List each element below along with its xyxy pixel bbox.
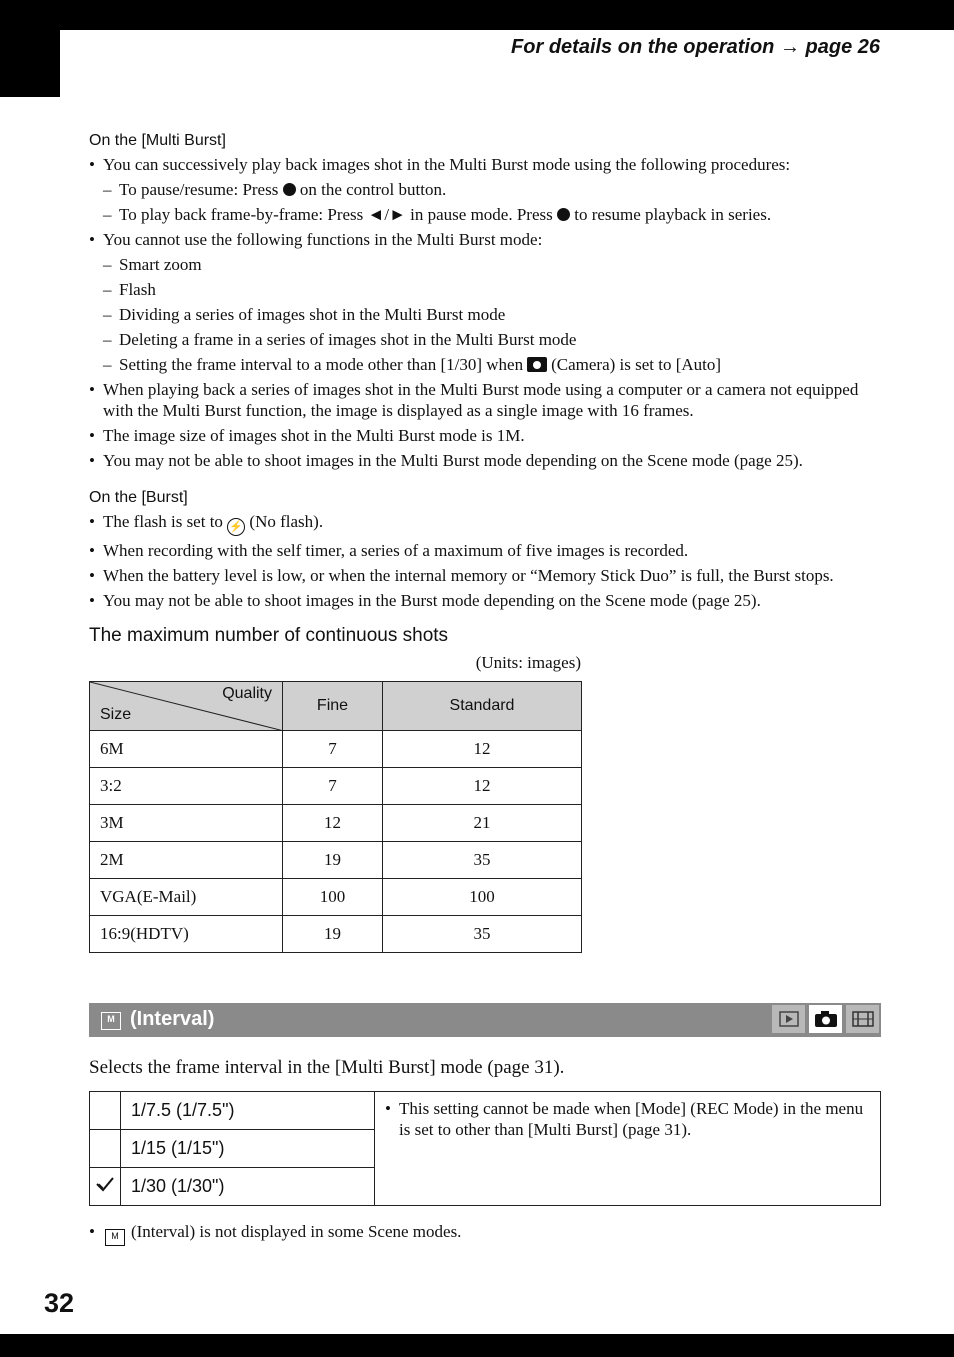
interval-icon: M xyxy=(105,1229,125,1246)
table-row xyxy=(90,1092,881,1130)
burst-list xyxy=(89,511,881,611)
header-page-reference: For details on the operation → page 26 xyxy=(511,36,880,58)
units-label: (Units: images) xyxy=(475,653,581,672)
list-item: – Deleting a frame in a series of images shot in the Multi Burst mode xyxy=(103,329,881,350)
interval-options-table xyxy=(89,1091,881,1206)
multi-burst-heading: On the [Multi Burst] xyxy=(89,132,226,149)
interval-footnote: • M (Interval) is not displayed in some Scene modes. xyxy=(89,1222,881,1246)
list-item: – Flash xyxy=(103,279,881,300)
page-content xyxy=(89,132,881,1246)
page-number: 32 xyxy=(44,1288,75,1318)
multi-burst-list xyxy=(89,154,881,471)
top-bar xyxy=(0,0,954,30)
corner-quality-label: Quality xyxy=(222,685,272,702)
table-corner-header xyxy=(90,682,283,731)
max-shots-table xyxy=(89,681,582,953)
interval-option: 1/15 (1/15") xyxy=(121,1130,375,1168)
movie-mode-icon xyxy=(846,1005,879,1033)
list-item: – Smart zoom xyxy=(103,254,881,275)
table-row: 2M 19 35 xyxy=(90,842,582,879)
table-row: 3:2 7 12 xyxy=(90,768,582,805)
camera-mode-icon xyxy=(809,1005,842,1033)
interval-option: 1/30 (1/30") xyxy=(121,1168,375,1206)
corner-tab xyxy=(0,0,60,97)
list-item: • You can successively play back images shot in the Multi Burst mode using the following procedures: – To pause/resume: Press on the control button. – To play back frame-by-frame: Press ◄/► in pause mode. Press to resume playback in series. xyxy=(89,154,881,225)
burst-heading: On the [Burst] xyxy=(89,489,188,506)
list-item: • The image size of images shot in the Multi Burst mode is 1M. xyxy=(89,425,881,446)
list-item: • You cannot use the following functions in the Multi Burst mode: – Smart zoom – Flash – Dividing a series of images shot in the Multi Burst mode – Deleting a frame in a series of images shot in the Multi Burst mode – Setting the frame interval to a mode other than [1/30] when (Camera) is set to [Auto] xyxy=(89,229,881,375)
section-title: (Interval) xyxy=(130,1008,215,1030)
table-row: 6M 7 12 xyxy=(90,731,582,768)
list-item: • When playing back a series of images shot in the Multi Burst mode using a computer or a camera not equipped with the Multi Burst function, the image is displayed as a single image with 16 frames. xyxy=(89,379,881,421)
table-row: VGA(E-Mail) 100 100 xyxy=(90,879,582,916)
corner-size-label: Size xyxy=(100,706,132,723)
interval-section-banner xyxy=(89,1003,881,1037)
table-row: 16:9(HDTV) 19 35 xyxy=(90,916,582,953)
interval-icon: M xyxy=(101,1012,121,1030)
no-flash-icon: ⚡ xyxy=(227,518,245,536)
interval-intro: Selects the frame interval in the [Multi Burst] mode (page 31). xyxy=(89,1057,565,1078)
center-button-icon xyxy=(557,208,570,221)
max-shots-heading: The maximum number of continuous shots xyxy=(89,625,449,646)
list-item: – To play back frame-by-frame: Press ◄/► in pause mode. Press to resume playback in series. xyxy=(103,204,881,225)
list-item: – Setting the frame interval to a mode other than [1/30] when (Camera) is set to [Auto] xyxy=(103,354,881,375)
column-header-standard: Standard xyxy=(382,682,581,731)
table-row: 3M 12 21 xyxy=(90,805,582,842)
camera-icon xyxy=(527,357,547,372)
playback-mode-icon xyxy=(772,1005,805,1033)
interval-note: • This setting cannot be made when [Mode] (REC Mode) in the menu is set to other than [Multi Burst] (page 31). xyxy=(375,1092,881,1206)
list-item: – To pause/resume: Press on the control button. xyxy=(103,179,881,200)
column-header-fine: Fine xyxy=(283,682,383,731)
list-item: • When recording with the self timer, a series of a maximum of five images is recorded. xyxy=(89,540,881,561)
mode-indicators xyxy=(772,1005,879,1033)
default-check-icon xyxy=(90,1168,121,1206)
list-item: – Dividing a series of images shot in the Multi Burst mode xyxy=(103,304,881,325)
interval-option: 1/7.5 (1/7.5") xyxy=(121,1092,375,1130)
list-item: • When the battery level is low, or when the internal memory or “Memory Stick Duo” is full, the Burst stops. xyxy=(89,565,881,586)
list-item: • The flash is set to ⚡ (No flash). xyxy=(89,511,881,536)
list-item: • You may not be able to shoot images in the Burst mode depending on the Scene mode (page 25). xyxy=(89,590,881,611)
center-button-icon xyxy=(283,183,296,196)
bottom-bar xyxy=(0,1334,954,1357)
list-item: • You may not be able to shoot images in the Multi Burst mode depending on the Scene mode (page 25). xyxy=(89,450,881,471)
